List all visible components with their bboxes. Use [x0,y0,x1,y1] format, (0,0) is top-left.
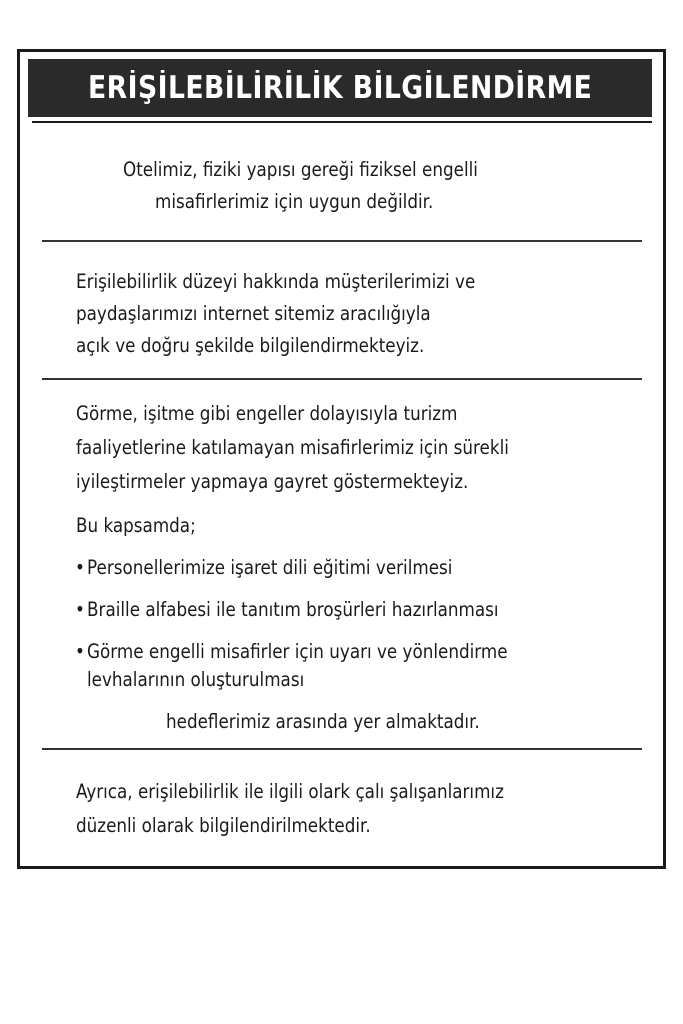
bullet-icon: • [75,598,85,621]
title-underline [32,121,652,123]
page-title: ERİŞİLEBİLİRİLİK BİLGİLENDİRME [87,70,593,106]
section-divider [42,378,642,380]
bullet-item [75,636,508,667]
notice-frame [17,49,666,869]
bullet-item [75,594,499,625]
intro-line-1: Otelimiz, fiziki yapısı gereği fiziksel engelli [123,158,478,181]
bullet-text: Braille alfabesi ile tanıtım broşürleri hazırlanması [87,598,499,621]
bullet-icon: • [75,556,85,579]
bullet-text: Personellerimize işaret dili eğitimi verilmesi [87,556,453,579]
section-divider [42,240,642,242]
info-line-2: paydaşlarımızı internet sitemiz aracılığıyla [76,302,431,325]
section-divider [42,748,642,750]
closing-line: hedeflerimiz arasında yer almaktadır. [166,710,480,733]
bullet-text: Görme engelli misafirler için uyarı ve yönlendirme [87,640,508,663]
info-line-1: Erişilebilirlik düzeyi hakkında müşterilerimizi ve [76,270,476,293]
staff-line-1: Ayrıca, erişilebilirlik ile ilgili olark çalı şalışanlarımız [76,780,504,803]
improvements-line-1: Görme, işitme gibi engeller dolayısıyla turizm [76,402,458,425]
info-line-3: açık ve doğru şekilde bilgilendirmekteyiz. [76,334,425,357]
staff-line-2: düzenli olarak bilgilendirilmektedir. [76,814,371,837]
bullet-icon: • [75,640,85,663]
scope-label: Bu kapsamda; [76,514,196,537]
bullet-item [75,552,452,583]
improvements-line-3: iyileştirmeler yapmaya gayret göstermekteyiz. [76,470,469,493]
intro-line-2: misafirlerimiz için uygun değildir. [155,190,434,213]
improvements-line-2: faaliyetlerine katılamayan misafirlerimiz için sürekli [76,436,509,459]
title-banner [28,59,652,117]
bullet-text-continuation: levhalarının oluşturulması [87,668,305,691]
